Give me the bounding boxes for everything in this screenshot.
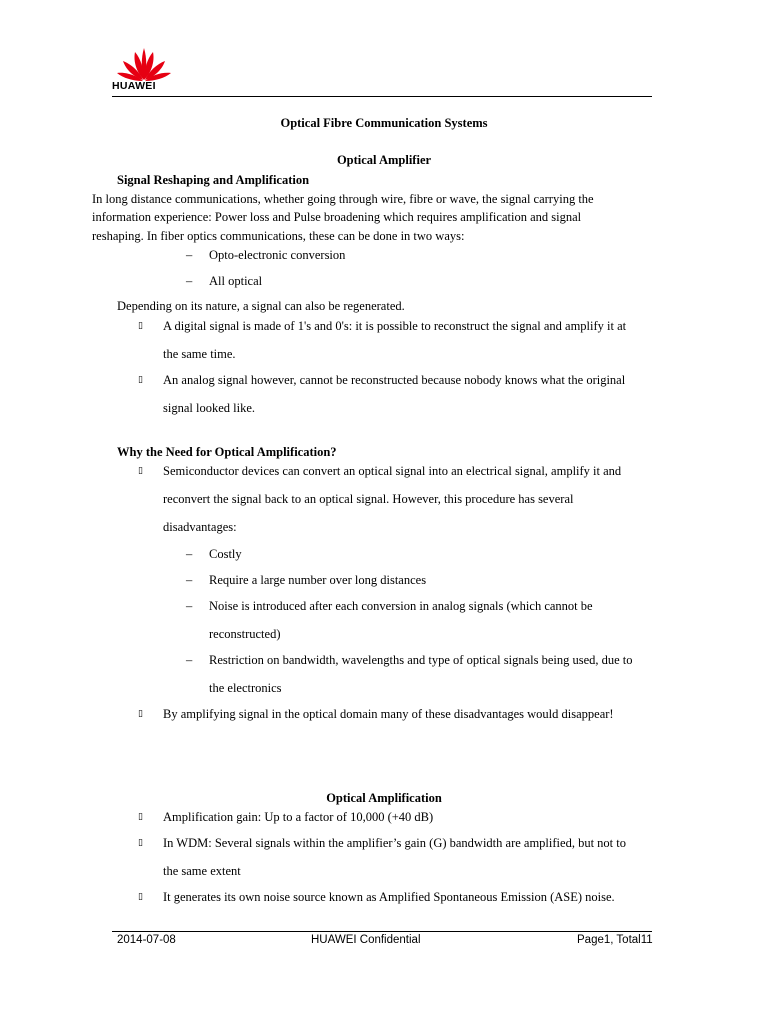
bullet-icon: ▯ [138, 838, 143, 848]
footer-page-number: Page1, Total11 [577, 934, 653, 946]
bullet-wdm-line-2: the same extent [163, 864, 241, 878]
bullet-icon: ▯ [138, 812, 143, 822]
header-rule [112, 96, 652, 97]
dash-icon: – [186, 653, 193, 667]
bullet-semiconductor-line-3: disadvantages: [163, 520, 237, 534]
regeneration-text: Depending on its nature, a signal can also be regenerated. [117, 299, 405, 313]
bullet-icon: ▯ [138, 375, 143, 385]
bullet-icon: ▯ [138, 321, 143, 331]
dash-icon: – [186, 599, 193, 613]
bullet-icon: ▯ [138, 892, 143, 902]
bullet-icon: ▯ [138, 709, 143, 719]
bullet-amplifying-optical: By amplifying signal in the optical domain many of these disadvantages would disappear! [163, 707, 614, 721]
bullet-analog-line-1: An analog signal however, cannot be reconstructed because nobody knows what the original [163, 373, 626, 387]
bullet-semiconductor-line-2: reconvert the signal back to an optical signal. However, this procedure has several [163, 492, 574, 506]
disadvantage-noise-line-2: reconstructed) [209, 627, 281, 641]
footer-rule [112, 931, 652, 932]
section-title-optical-amplifier: Optical Amplifier [336, 153, 432, 167]
bullet-analog-line-2: signal looked like. [163, 401, 255, 415]
bullet-icon: ▯ [138, 466, 143, 476]
dash-icon: – [186, 274, 193, 288]
dash-item-all-optical: All optical [209, 274, 263, 288]
huawei-logo [108, 46, 170, 94]
bullet-wdm-line-1: In WDM: Several signals within the amplifier’s gain (G) bandwidth are amplified, but not to [163, 836, 626, 850]
dash-icon: – [186, 547, 193, 561]
intro-line-2: information experience: Power loss and Pulse broadening which requires amplification and signal [92, 210, 582, 224]
disadvantage-large-number: Require a large number over long distances [209, 573, 427, 587]
dash-item-opto-electronic: Opto-electronic conversion [209, 248, 346, 262]
huawei-logo-text: HUAWEI [112, 80, 156, 92]
dash-icon: – [186, 573, 193, 587]
bullet-digital-line-2: the same time. [163, 347, 236, 361]
disadvantage-bandwidth-line-2: the electronics [209, 681, 282, 695]
bullet-semiconductor-line-1: Semiconductor devices can convert an optical signal into an electrical signal, amplify it and [163, 464, 622, 478]
disadvantage-bandwidth-line-1: Restriction on bandwidth, wavelengths and type of optical signals being used, due to [209, 653, 633, 667]
intro-line-1: In long distance communications, whether going through wire, fibre or wave, the signal carrying the [92, 192, 594, 206]
bullet-ase-noise: It generates its own noise source known as Amplified Spontaneous Emission (ASE) noise. [163, 890, 615, 904]
disadvantage-noise-line-1: Noise is introduced after each conversion in analog signals (which cannot be [209, 599, 593, 613]
document-title: Optical Fibre Communication Systems [280, 116, 488, 130]
huawei-petals-icon [114, 46, 174, 82]
section-title-optical-amplification: Optical Amplification [326, 791, 442, 805]
subheading-signal-reshaping: Signal Reshaping and Amplification [117, 173, 310, 187]
bullet-digital-line-1: A digital signal is made of 1's and 0's: it is possible to reconstruct the signal and amplify it at [163, 319, 627, 333]
intro-line-3: reshaping. In fiber optics communications, these can be done in two ways: [92, 229, 465, 243]
footer-confidential: HUAWEI Confidential [311, 934, 421, 946]
bullet-gain: Amplification gain: Up to a factor of 10,000 (+40 dB) [163, 810, 434, 824]
footer-date: 2014-07-08 [117, 934, 176, 946]
subheading-why-need: Why the Need for Optical Amplification? [117, 445, 337, 459]
disadvantage-costly: Costly [209, 547, 242, 561]
dash-icon: – [186, 248, 193, 262]
